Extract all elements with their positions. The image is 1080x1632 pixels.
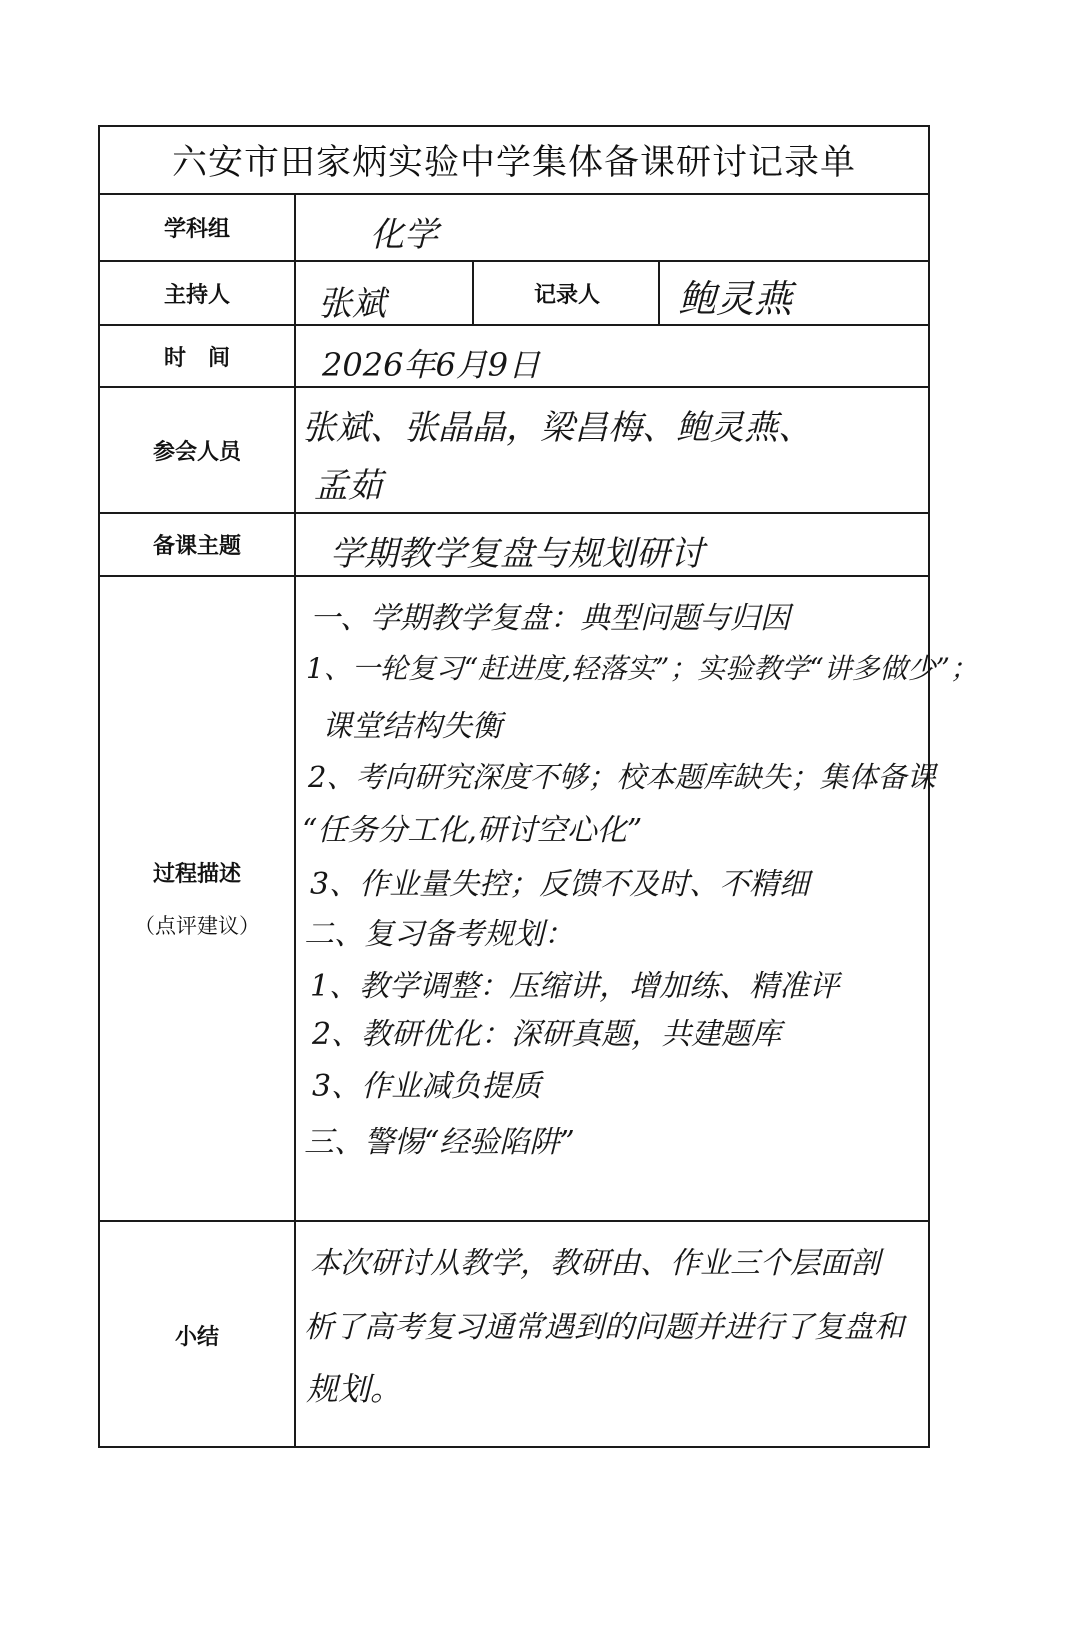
row-participants: [100, 388, 928, 514]
value-recorder: 鲍灵燕: [678, 277, 793, 321]
row-summary: [100, 1222, 928, 1448]
summary-line: 规划。: [306, 1370, 403, 1408]
row-process: [100, 577, 978, 1222]
label-recorder: 记录人: [472, 262, 660, 324]
sheet-title: 六安市田家炳实验中学集体备课研讨记录单: [100, 127, 928, 195]
value-host: 张斌: [318, 284, 386, 324]
process-content: [296, 577, 978, 1220]
value-time: 2026年6月9日: [322, 346, 541, 384]
process-line: 二、复习备考规划：: [304, 917, 574, 952]
label-host: 主持人: [100, 262, 296, 324]
row-subject-group: [100, 195, 928, 262]
summary-line: 本次研讨从教学，教研由、作业三个层面剖: [310, 1246, 880, 1281]
value-topic: 学期教学复盘与规划研讨: [330, 534, 704, 574]
value-participants-line2: 孟茹: [314, 466, 382, 506]
label-subject-group: 学科组: [100, 195, 296, 260]
label-time: 时 间: [100, 326, 296, 386]
process-line: 三、警惕“经验陷阱”: [304, 1125, 575, 1160]
process-line: 课堂结构失衡: [322, 709, 502, 744]
summary-content: [296, 1222, 928, 1448]
summary-line: 析了高考复习通常遇到的问题并进行了复盘和: [304, 1310, 904, 1345]
process-line: 2、考向研究深度不够；校本题库缺失；集体备课: [308, 760, 936, 794]
label-participants: 参会人员: [100, 388, 296, 512]
value-subject-group: 化学: [370, 215, 438, 255]
process-line: 2、教研优化：深研真题，共建题库: [312, 1017, 782, 1052]
row-host-recorder: [100, 262, 928, 326]
process-line: “任务分工化,研讨空心化”: [302, 813, 643, 848]
process-line: 3、作业减负提质: [312, 1069, 542, 1104]
process-line: 1、教学调整：压缩讲，增加练、精准评: [310, 969, 840, 1004]
record-sheet: [98, 125, 978, 1448]
process-line: 3、作业量失控；反馈不及时、不精细: [310, 867, 810, 902]
process-line: 一、学期教学复盘：典型问题与归因: [310, 601, 790, 636]
label-process: 过程描述 （点评建议）: [100, 577, 296, 1220]
row-time: [100, 326, 928, 388]
process-line: 1、一轮复习“赶进度,轻落实”；实验教学“讲多做少”；: [306, 652, 978, 685]
label-topic: 备课主题: [100, 514, 296, 575]
value-participants-line1: 张斌、张晶晶，梁昌梅、鲍灵燕、: [302, 408, 812, 448]
label-summary: 小结: [100, 1222, 296, 1448]
row-topic: [100, 514, 928, 577]
